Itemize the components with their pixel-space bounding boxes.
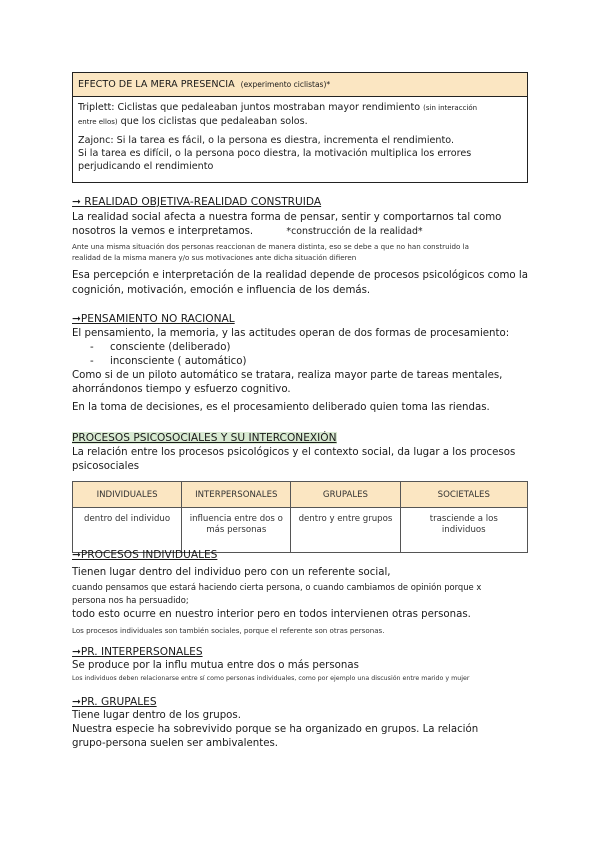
pensamiento-line-2: Como si de un piloto automático se tratara, realiza mayor parte de tareas mentales, [72,370,503,381]
cell-interpersonales [182,508,291,553]
realidad-line-2: nosotros la vemos e interpretamos. [72,226,254,237]
grupales-line-3: grupo-persona suelen ser ambivalentes. [72,738,279,749]
realidad-line-2-wrap [72,226,423,237]
zajonc-paragraph [78,134,522,173]
realidad-heading: ➞ REALIDAD OBJETIVA-REALIDAD CONSTRUIDA [72,196,322,208]
header-societales: SOCIETALES [400,482,527,508]
dificil-line-1: Si la tarea es difícil, o la persona poco diestra, la motivación multiplica los errores [78,148,472,159]
box-title-note: (experimento ciclistas)* [240,80,331,89]
table-row [73,508,528,553]
box-title: EFECTO DE LA MERA PRESENCIA [78,79,235,90]
realidad-small-1: Ante una misma situación dos personas reaccionan de manera distinta, eso se debe a que no han construido la [72,242,469,251]
individuales-line-1: Tienen lugar dentro del individuo pero con un referente social, [72,567,391,578]
cell-individuales-text: dentro del individuo [84,514,171,524]
cell-grupales-text: dentro y entre grupos [298,514,393,524]
cell-interpersonales-text-1: influencia entre dos o [189,514,283,524]
construccion-note: *construcción de la realidad* [286,226,423,237]
procesos-table [72,481,528,553]
header-grupales: GRUPALES [291,482,400,508]
triplett-paragraph [78,101,522,129]
box-body [73,97,527,173]
triplett-main: Triplett: Ciclistas que pedaleaban juntos mostraban mayor rendimiento [78,102,421,113]
interpersonales-small-1: Los individuos deben relacionarse entre sí como personas individuales, como por ejemplo una discusión entre marido y mujer [72,675,470,682]
realidad-small-2: realidad de la misma manera y/o sus motivaciones ante dicha situación difieren [72,253,357,262]
interpersonales-heading: ➞PR. INTERPERSONALES [72,646,203,658]
cell-individuales [73,508,182,553]
triplett-note-1: (sin interacción [423,104,478,112]
pensamiento-line-3: ahorrándonos tiempo y esfuerzo cognitivo. [72,384,291,395]
individuales-heading: ➞PROCESOS INDIVIDUALES [72,549,218,561]
mera-presencia-box [72,72,528,183]
dificil-line-2: perjudicando el rendimiento [78,161,214,172]
procesos-line-1: La relación entre los procesos psicológicos y el contexto social, da lugar a los procesos [72,447,516,458]
pensamiento-item-1: - consciente (deliberado) [90,342,231,353]
cell-grupales [291,508,400,553]
realidad-para-1: Esa percepción e interpretación de la realidad depende de procesos psicológicos como la [72,270,528,281]
pensamiento-line-1: El pensamiento, la memoria, y las actitudes operan de dos formas de procesamiento: [72,328,510,339]
cell-societales-text-2: individuos [441,525,486,535]
cell-societales [400,508,527,553]
realidad-line-1: La realidad social afecta a nuestra forma de pensar, sentir y comportarnos tal como [72,212,502,223]
header-interpersonales: INTERPERSONALES [182,482,291,508]
box-header [73,73,527,97]
procesos-heading-text: PROCESOS PSICOSOCIALES Y SU INTERCONEXIÓN [72,432,337,444]
pensamiento-item-2: - inconsciente ( automático) [90,356,247,367]
table-header-row [73,482,528,508]
zajonc-text: Zajonc: Si la tarea es fácil, o la persona es diestra, incrementa el rendimiento. [78,135,455,146]
cell-interpersonales-text-2: más personas [206,525,267,535]
interpersonales-line-1: Se produce por la influ mutua entre dos o más personas [72,660,359,671]
individuales-small-3: Los procesos individuales son también sociales, porque el referente son otras personas. [72,626,385,635]
pensamiento-item-2-text: inconsciente ( automático) [110,356,247,367]
pensamiento-line-4: En la toma de decisiones, es el procesamiento deliberado quien toma las riendas. [72,402,490,413]
triplett-end: que los ciclistas que pedaleaban solos. [120,116,308,127]
grupales-heading: ➞PR. GRUPALES [72,696,157,708]
individuales-small-2: persona nos ha persuadido; [72,595,189,605]
cell-societales-text-1: trasciende a los [429,514,498,524]
procesos-line-2: psicosociales [72,461,140,472]
triplett-note-2: entre ellos) [78,118,118,126]
pensamiento-item-1-text: consciente (deliberado) [110,342,231,353]
pensamiento-heading: ➞PENSAMIENTO NO RACIONAL [72,313,235,325]
individuales-line-2: todo esto ocurre en nuestro interior pero en todos intervienen otras personas. [72,609,471,620]
individuales-small-1: cuando pensamos que estará haciendo cierta persona, o cuando cambiamos de opinión porque x [72,582,482,592]
procesos-heading [72,432,337,444]
header-individuales: INDIVIDUALES [73,482,182,508]
grupales-line-2: Nuestra especie ha sobrevivido porque se ha organizado en grupos. La relación [72,724,479,735]
grupales-line-1: Tiene lugar dentro de los grupos. [72,710,241,721]
realidad-para-2: cognición, motivación, emoción e influencia de los demás. [72,285,371,296]
